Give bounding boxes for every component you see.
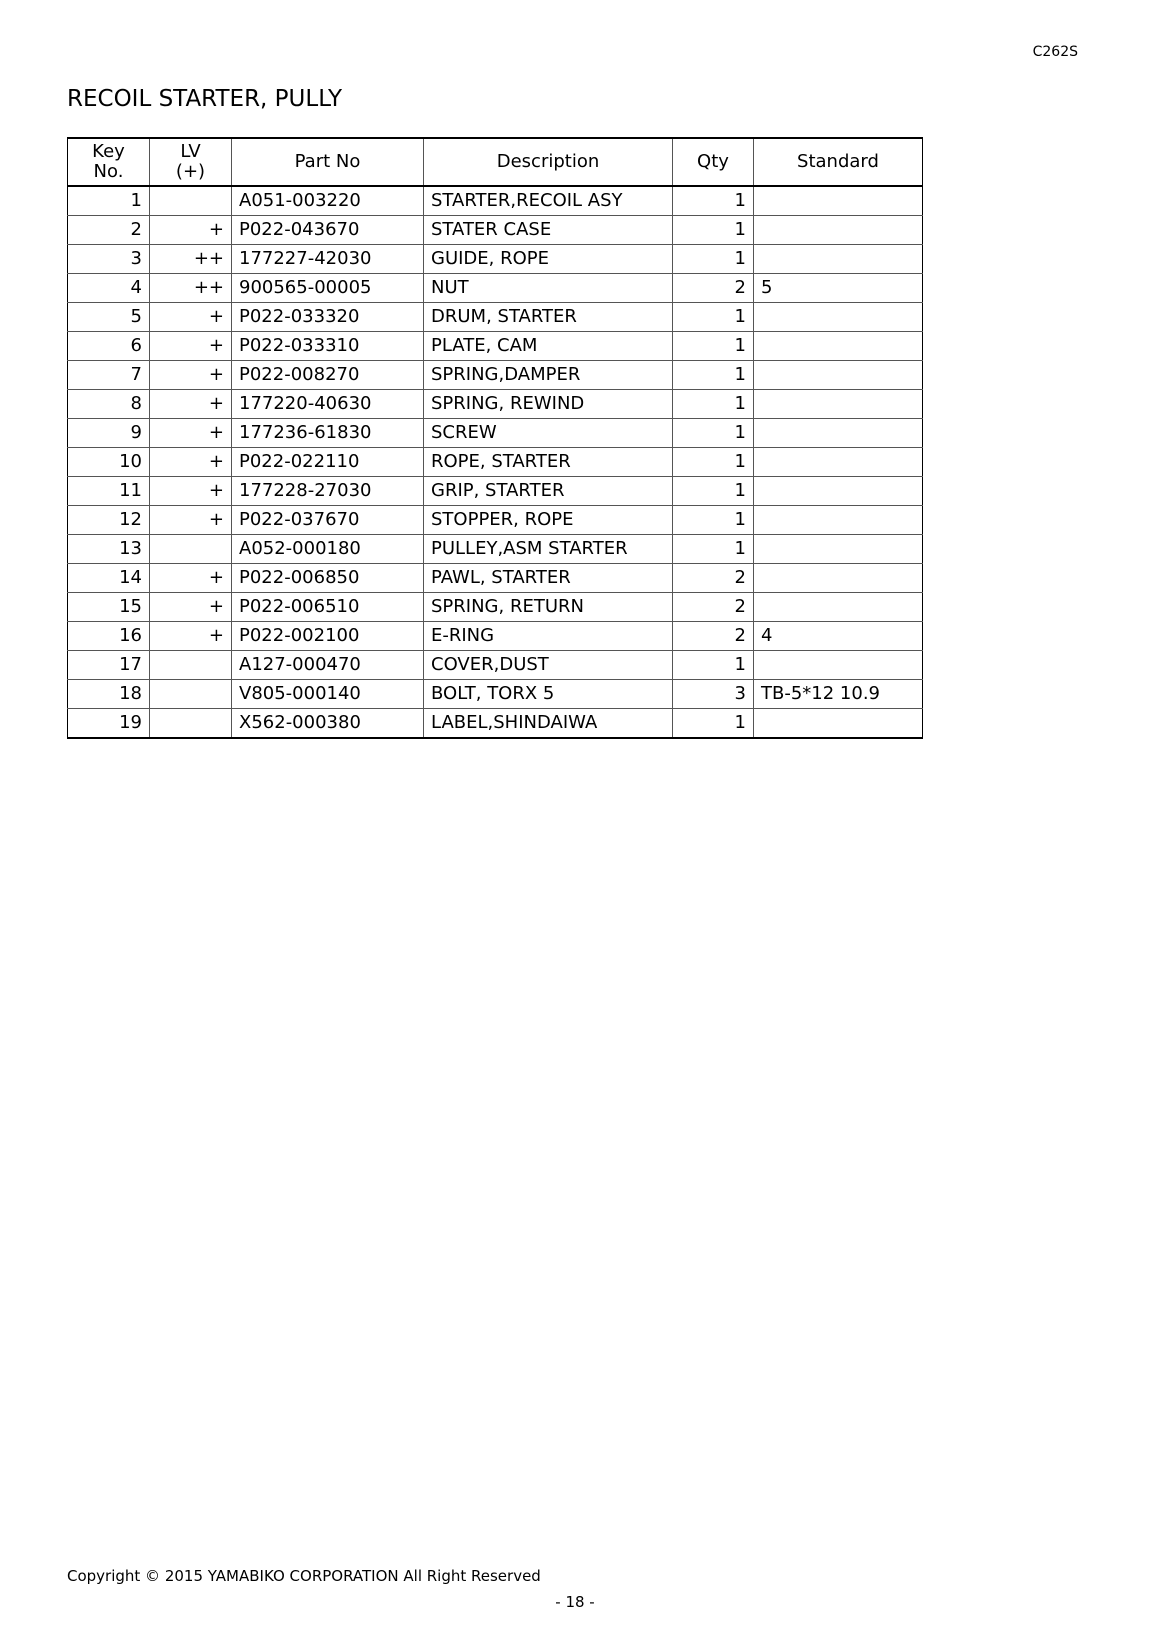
cell-part-no: A051-003220 <box>232 186 424 216</box>
cell-key-no: 1 <box>68 186 150 216</box>
cell-qty: 2 <box>673 274 754 303</box>
cell-part-no: P022-033310 <box>232 332 424 361</box>
cell-description: PAWL, STARTER <box>424 564 673 593</box>
column-header-lv-line2: (+) <box>175 161 206 182</box>
cell-part-no: V805-000140 <box>232 680 424 709</box>
cell-description: E-RING <box>424 622 673 651</box>
cell-lv: + <box>150 216 232 245</box>
cell-qty: 1 <box>673 332 754 361</box>
cell-description: GUIDE, ROPE <box>424 245 673 274</box>
table-row <box>68 361 923 390</box>
cell-qty: 1 <box>673 216 754 245</box>
column-header-key-line2: No. <box>93 161 124 182</box>
cell-qty: 1 <box>673 448 754 477</box>
cell-qty: 1 <box>673 390 754 419</box>
cell-lv: + <box>150 361 232 390</box>
table-row <box>68 303 923 332</box>
cell-part-no: X562-000380 <box>232 709 424 739</box>
cell-lv: ++ <box>150 245 232 274</box>
cell-description: GRIP, STARTER <box>424 477 673 506</box>
column-header-key-line1: Key <box>92 141 125 162</box>
cell-standard <box>754 651 923 680</box>
cell-part-no: 177227-42030 <box>232 245 424 274</box>
cell-qty: 1 <box>673 651 754 680</box>
cell-standard <box>754 709 923 739</box>
cell-description: PLATE, CAM <box>424 332 673 361</box>
table-row <box>68 680 923 709</box>
cell-key-no: 5 <box>68 303 150 332</box>
cell-key-no: 14 <box>68 564 150 593</box>
table-row <box>68 245 923 274</box>
column-header-key-no <box>68 138 150 186</box>
cell-standard <box>754 361 923 390</box>
cell-part-no: P022-037670 <box>232 506 424 535</box>
cell-part-no: 177236-61830 <box>232 419 424 448</box>
cell-qty: 2 <box>673 622 754 651</box>
cell-standard: TB-5*12 10.9 <box>754 680 923 709</box>
cell-description: SPRING,DAMPER <box>424 361 673 390</box>
table-row <box>68 419 923 448</box>
table-row <box>68 216 923 245</box>
cell-standard <box>754 245 923 274</box>
table-row <box>68 651 923 680</box>
cell-description: NUT <box>424 274 673 303</box>
cell-part-no: P022-002100 <box>232 622 424 651</box>
column-header-description: Description <box>424 138 673 186</box>
table-row <box>68 448 923 477</box>
cell-lv: + <box>150 622 232 651</box>
cell-qty: 2 <box>673 564 754 593</box>
cell-qty: 1 <box>673 477 754 506</box>
table-row <box>68 274 923 303</box>
table-row <box>68 477 923 506</box>
cell-key-no: 12 <box>68 506 150 535</box>
cell-lv <box>150 651 232 680</box>
cell-lv: + <box>150 303 232 332</box>
cell-part-no: P022-006510 <box>232 593 424 622</box>
cell-lv: ++ <box>150 274 232 303</box>
cell-standard <box>754 535 923 564</box>
cell-description: SCREW <box>424 419 673 448</box>
table-row <box>68 564 923 593</box>
table-row <box>68 332 923 361</box>
cell-key-no: 15 <box>68 593 150 622</box>
page-title: RECOIL STARTER, PULLY <box>67 86 343 112</box>
cell-lv: + <box>150 448 232 477</box>
column-header-lv-line1: LV <box>180 141 201 162</box>
cell-qty: 2 <box>673 593 754 622</box>
cell-lv: + <box>150 390 232 419</box>
cell-key-no: 3 <box>68 245 150 274</box>
cell-part-no: P022-033320 <box>232 303 424 332</box>
cell-lv: + <box>150 332 232 361</box>
cell-part-no: 900565-00005 <box>232 274 424 303</box>
cell-qty: 1 <box>673 245 754 274</box>
column-header-lv <box>150 138 232 186</box>
cell-standard <box>754 506 923 535</box>
cell-lv: + <box>150 564 232 593</box>
cell-standard <box>754 593 923 622</box>
cell-standard <box>754 303 923 332</box>
column-header-standard: Standard <box>754 138 923 186</box>
cell-description: STATER CASE <box>424 216 673 245</box>
cell-lv: + <box>150 593 232 622</box>
cell-standard: 5 <box>754 274 923 303</box>
cell-lv <box>150 680 232 709</box>
cell-standard <box>754 419 923 448</box>
table-body <box>68 186 923 738</box>
cell-lv <box>150 535 232 564</box>
cell-lv <box>150 186 232 216</box>
page-number: - 18 - <box>555 1593 595 1611</box>
cell-key-no: 6 <box>68 332 150 361</box>
cell-description: BOLT, TORX 5 <box>424 680 673 709</box>
table-row <box>68 535 923 564</box>
table-header <box>68 138 923 186</box>
cell-part-no: P022-008270 <box>232 361 424 390</box>
cell-description: ROPE, STARTER <box>424 448 673 477</box>
cell-part-no: 177220-40630 <box>232 390 424 419</box>
cell-standard <box>754 216 923 245</box>
cell-qty: 1 <box>673 419 754 448</box>
cell-key-no: 9 <box>68 419 150 448</box>
cell-description: STARTER,RECOIL ASY <box>424 186 673 216</box>
cell-key-no: 10 <box>68 448 150 477</box>
cell-qty: 1 <box>673 709 754 739</box>
cell-standard: 4 <box>754 622 923 651</box>
cell-standard <box>754 332 923 361</box>
cell-key-no: 19 <box>68 709 150 739</box>
cell-lv <box>150 709 232 739</box>
cell-part-no: P022-022110 <box>232 448 424 477</box>
cell-key-no: 16 <box>68 622 150 651</box>
cell-part-no: 177228-27030 <box>232 477 424 506</box>
cell-description: STOPPER, ROPE <box>424 506 673 535</box>
table-row <box>68 186 923 216</box>
cell-description: COVER,DUST <box>424 651 673 680</box>
copyright-notice: Copyright © 2015 YAMABIKO CORPORATION All Right Reserved <box>67 1567 541 1585</box>
table-row <box>68 593 923 622</box>
cell-description: SPRING, RETURN <box>424 593 673 622</box>
cell-qty: 1 <box>673 535 754 564</box>
cell-part-no: P022-043670 <box>232 216 424 245</box>
model-code: C262S <box>1032 44 1078 60</box>
cell-key-no: 17 <box>68 651 150 680</box>
cell-key-no: 11 <box>68 477 150 506</box>
cell-standard <box>754 564 923 593</box>
cell-part-no: A127-000470 <box>232 651 424 680</box>
parts-table <box>67 137 923 739</box>
table-row <box>68 506 923 535</box>
cell-description: SPRING, REWIND <box>424 390 673 419</box>
cell-description: DRUM, STARTER <box>424 303 673 332</box>
cell-part-no: P022-006850 <box>232 564 424 593</box>
cell-description: PULLEY,ASM STARTER <box>424 535 673 564</box>
table-row <box>68 622 923 651</box>
cell-lv: + <box>150 477 232 506</box>
cell-qty: 3 <box>673 680 754 709</box>
table-row <box>68 709 923 739</box>
cell-key-no: 8 <box>68 390 150 419</box>
cell-key-no: 2 <box>68 216 150 245</box>
cell-standard <box>754 186 923 216</box>
cell-qty: 1 <box>673 303 754 332</box>
cell-part-no: A052-000180 <box>232 535 424 564</box>
column-header-qty: Qty <box>673 138 754 186</box>
cell-lv: + <box>150 419 232 448</box>
table-row <box>68 390 923 419</box>
cell-key-no: 13 <box>68 535 150 564</box>
cell-standard <box>754 448 923 477</box>
cell-key-no: 18 <box>68 680 150 709</box>
cell-lv: + <box>150 506 232 535</box>
column-header-part-no: Part No <box>232 138 424 186</box>
cell-standard <box>754 390 923 419</box>
cell-qty: 1 <box>673 186 754 216</box>
cell-key-no: 4 <box>68 274 150 303</box>
cell-qty: 1 <box>673 361 754 390</box>
cell-description: LABEL,SHINDAIWA <box>424 709 673 739</box>
cell-qty: 1 <box>673 506 754 535</box>
cell-key-no: 7 <box>68 361 150 390</box>
cell-standard <box>754 477 923 506</box>
